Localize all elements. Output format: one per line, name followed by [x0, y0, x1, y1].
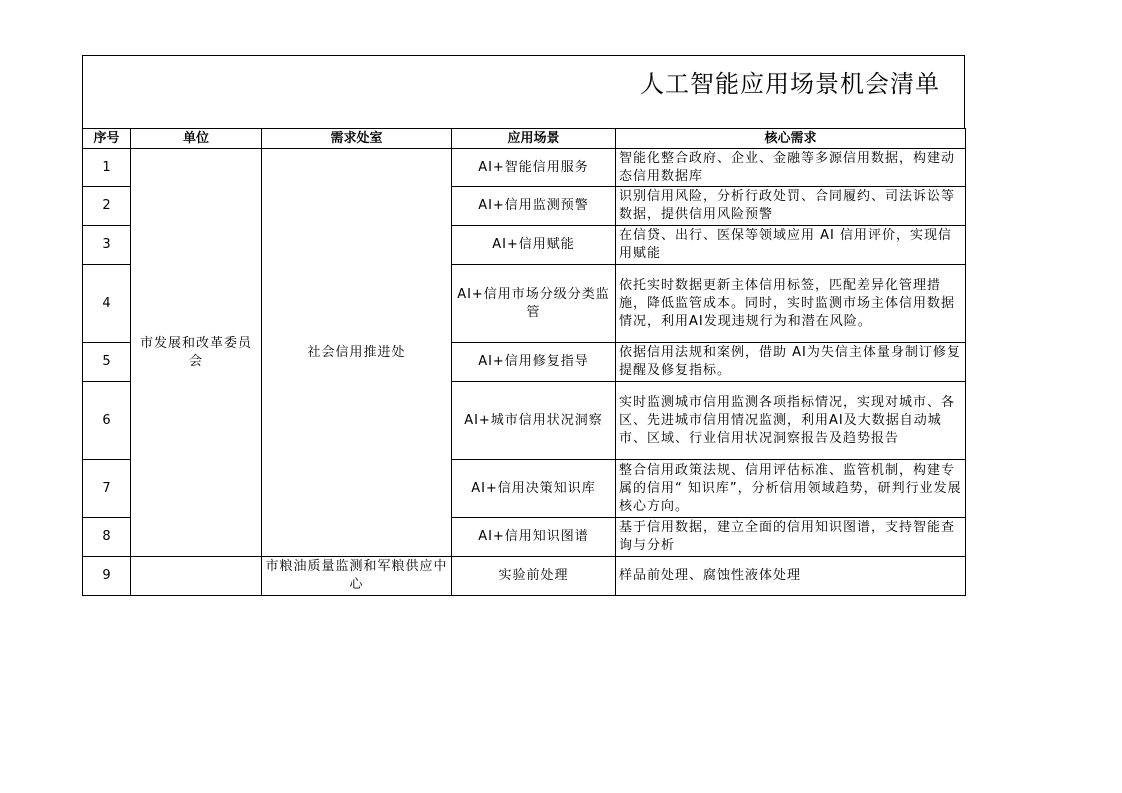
table-row: [83, 149, 966, 187]
page-title: 人工智能应用场景机会清单: [640, 70, 940, 98]
row-num: 5: [83, 343, 131, 382]
header-row: [83, 129, 966, 149]
header-need: 核心需求: [616, 129, 966, 149]
scene-cell: AI+信用监测预警: [452, 187, 616, 226]
row-num: 4: [83, 265, 131, 343]
spreadsheet: [82, 55, 965, 596]
header-num: 序号: [83, 129, 131, 149]
scene-cell: AI+信用修复指导: [452, 343, 616, 382]
scene-cell: AI+信用决策知识库: [452, 460, 616, 518]
need-cell: 智能化整合政府、企业、金融等多源信用数据，构建动态信用数据库: [616, 149, 966, 187]
scene-cell: 实验前处理: [452, 557, 616, 596]
row-num: 6: [83, 382, 131, 460]
scene-cell: AI+智能信用服务: [452, 149, 616, 187]
header-unit: 单位: [131, 129, 262, 149]
header-scene: 应用场景: [452, 129, 616, 149]
row-num: 8: [83, 518, 131, 557]
row-num: 9: [83, 557, 131, 596]
scene-cell: AI+信用市场分级分类监管: [452, 265, 616, 343]
need-cell: 依据信用法规和案例，借助 AI为失信主体量身制订修复提醒及修复指标。: [616, 343, 966, 382]
need-cell: 样品前处理、腐蚀性液体处理: [616, 557, 966, 596]
opportunity-table: [82, 128, 966, 596]
need-cell: 在信贷、出行、医保等领域应用 AI 信用评价，实现信用赋能: [616, 226, 966, 265]
unit-cell-empty: [131, 557, 262, 596]
dept-cell: 市粮油质量监测和军粮供应中心: [262, 557, 452, 596]
table-row: [83, 557, 966, 596]
row-num: 7: [83, 460, 131, 518]
row-num: 2: [83, 187, 131, 226]
dept-cell: 社会信用推进处: [262, 149, 452, 557]
title-cell: [82, 55, 965, 128]
unit-cell: 市发展和改革委员会: [131, 149, 262, 557]
row-num: 3: [83, 226, 131, 265]
scene-cell: AI+信用赋能: [452, 226, 616, 265]
need-cell: 整合信用政策法规、信用评估标准、监管机制，构建专属的信用“ 知识库”，分析信用领域趋势，研判行业发展核心方向。: [616, 460, 966, 518]
need-cell: 识别信用风险，分析行政处罚、合同履约、司法诉讼等数据，提供信用风险预警: [616, 187, 966, 226]
need-cell: 依托实时数据更新主体信用标签，匹配差异化管理措施，降低监管成本。同时，实时监测市场主体信用数据情况，利用AI发现违规行为和潜在风险。: [616, 265, 966, 343]
need-cell: 基于信用数据，建立全面的信用知识图谱，支持智能查询与分析: [616, 518, 966, 557]
need-cell: 实时监测城市信用监测各项指标情况，实现对城市、各区、先进城市信用情况监测，利用AI及大数据自动城市、区域、行业信用状况洞察报告及趋势报告: [616, 382, 966, 460]
scene-cell: AI+信用知识图谱: [452, 518, 616, 557]
scene-cell: AI+城市信用状况洞察: [452, 382, 616, 460]
row-num: 1: [83, 149, 131, 187]
header-dept: 需求处室: [262, 129, 452, 149]
